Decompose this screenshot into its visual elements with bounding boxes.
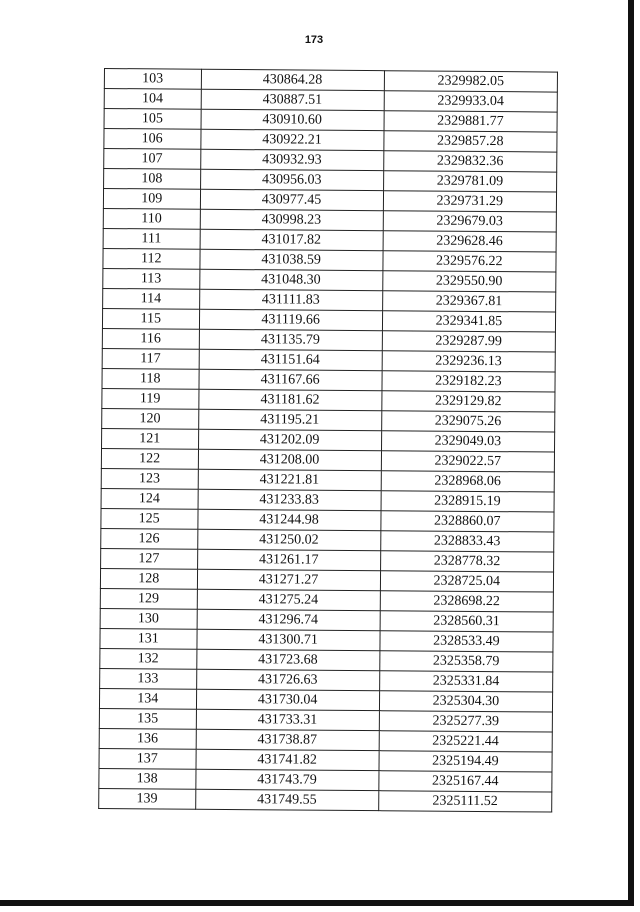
point-id-cell: 128	[100, 568, 197, 589]
y-coordinate-cell: 2329933.04	[384, 91, 557, 112]
x-coordinate-cell: 431038.59	[199, 249, 382, 270]
y-coordinate-cell: 2329236.13	[382, 351, 555, 372]
coordinates-table	[98, 68, 558, 813]
point-id-cell: 117	[102, 348, 199, 369]
point-id-cell: 104	[104, 89, 201, 110]
y-coordinate-cell: 2328860.07	[381, 511, 554, 532]
x-coordinate-cell: 431119.66	[199, 309, 382, 330]
x-coordinate-cell: 431271.27	[197, 569, 380, 590]
point-id-cell: 110	[103, 208, 200, 229]
point-id-cell: 122	[101, 448, 198, 469]
x-coordinate-cell: 431738.87	[196, 729, 379, 750]
point-id-cell: 119	[102, 388, 199, 409]
y-coordinate-cell: 2328560.31	[380, 611, 553, 632]
y-coordinate-cell: 2328725.04	[380, 571, 553, 592]
point-id-cell: 134	[99, 688, 196, 709]
point-id-cell: 124	[101, 488, 198, 509]
y-coordinate-cell: 2329881.77	[384, 111, 557, 132]
point-id-cell: 139	[99, 788, 196, 809]
y-coordinate-cell: 2329982.05	[384, 71, 557, 92]
point-id-cell: 126	[101, 528, 198, 549]
point-id-cell: 106	[104, 129, 201, 150]
point-id-cell: 133	[100, 668, 197, 689]
x-coordinate-cell: 431181.62	[198, 389, 381, 410]
y-coordinate-cell: 2329022.57	[381, 451, 554, 472]
point-id-cell: 136	[99, 728, 196, 749]
y-coordinate-cell: 2325111.52	[378, 791, 551, 812]
y-coordinate-cell: 2325221.44	[379, 731, 552, 752]
x-coordinate-cell: 431202.09	[198, 429, 381, 450]
y-coordinate-cell: 2328968.06	[381, 471, 554, 492]
y-coordinate-cell: 2328698.22	[380, 591, 553, 612]
y-coordinate-cell: 2328778.32	[380, 551, 553, 572]
y-coordinate-cell: 2329341.85	[382, 311, 555, 332]
y-coordinate-cell: 2329576.22	[383, 251, 556, 272]
x-coordinate-cell: 431275.24	[197, 589, 380, 610]
x-coordinate-cell: 431208.00	[198, 449, 381, 470]
x-coordinate-cell: 431296.74	[197, 609, 380, 630]
y-coordinate-cell: 2325277.39	[379, 711, 552, 732]
x-coordinate-cell: 431300.71	[196, 629, 379, 650]
y-coordinate-cell: 2329287.99	[382, 331, 555, 352]
y-coordinate-cell: 2329182.23	[382, 371, 555, 392]
coordinates-table-body	[99, 69, 558, 813]
point-id-cell: 109	[103, 189, 200, 210]
x-coordinate-cell: 431167.66	[198, 369, 381, 390]
point-id-cell: 125	[101, 508, 198, 529]
point-id-cell: 103	[104, 69, 201, 90]
x-coordinate-cell: 431723.68	[196, 649, 379, 670]
y-coordinate-cell: 2329781.09	[383, 171, 556, 192]
x-coordinate-cell: 431730.04	[196, 689, 379, 710]
point-id-cell: 129	[100, 588, 197, 609]
x-coordinate-cell: 430922.21	[200, 129, 383, 150]
x-coordinate-cell: 431733.31	[196, 709, 379, 730]
y-coordinate-cell: 2329832.36	[383, 151, 556, 172]
y-coordinate-cell: 2329129.82	[382, 391, 555, 412]
x-coordinate-cell: 431749.55	[195, 789, 378, 810]
y-coordinate-cell: 2329075.26	[381, 411, 554, 432]
point-id-cell: 127	[101, 548, 198, 569]
y-coordinate-cell: 2328533.49	[380, 631, 553, 652]
x-coordinate-cell: 431250.02	[197, 529, 380, 550]
x-coordinate-cell: 430910.60	[201, 109, 384, 130]
y-coordinate-cell: 2325304.30	[379, 691, 552, 712]
x-coordinate-cell: 431111.83	[199, 289, 382, 310]
point-id-cell: 114	[103, 288, 200, 309]
point-id-cell: 118	[102, 368, 199, 389]
x-coordinate-cell: 430932.93	[200, 149, 383, 170]
point-id-cell: 115	[102, 308, 199, 329]
y-coordinate-cell: 2325194.49	[379, 751, 552, 772]
x-coordinate-cell: 431135.79	[199, 329, 382, 350]
x-coordinate-cell: 431151.64	[199, 349, 382, 370]
x-coordinate-cell: 430887.51	[201, 89, 384, 110]
point-id-cell: 121	[102, 428, 199, 449]
point-id-cell: 105	[104, 109, 201, 130]
point-id-cell: 131	[100, 628, 197, 649]
y-coordinate-cell: 2328915.19	[381, 491, 554, 512]
x-coordinate-cell: 430977.45	[200, 189, 383, 210]
x-coordinate-cell: 431244.98	[197, 509, 380, 530]
point-id-cell: 112	[103, 248, 200, 269]
y-coordinate-cell: 2329367.81	[382, 291, 555, 312]
point-id-cell: 138	[99, 768, 196, 789]
point-id-cell: 132	[100, 648, 197, 669]
x-coordinate-cell: 431233.83	[198, 489, 381, 510]
y-coordinate-cell: 2325358.79	[379, 651, 552, 672]
y-coordinate-cell: 2329731.29	[383, 191, 556, 212]
x-coordinate-cell: 431726.63	[196, 669, 379, 690]
point-id-cell: 120	[102, 408, 199, 429]
x-coordinate-cell: 430998.23	[200, 209, 383, 230]
x-coordinate-cell: 431221.81	[198, 469, 381, 490]
y-coordinate-cell: 2328833.43	[380, 531, 553, 552]
point-id-cell: 116	[102, 328, 199, 349]
x-coordinate-cell: 431261.17	[197, 549, 380, 570]
y-coordinate-cell: 2329857.28	[384, 131, 557, 152]
point-id-cell: 123	[101, 468, 198, 489]
page-number: 173	[304, 34, 324, 46]
point-id-cell: 108	[104, 169, 201, 190]
x-coordinate-cell: 431017.82	[200, 229, 383, 250]
y-coordinate-cell: 2325167.44	[379, 771, 552, 792]
y-coordinate-cell: 2329628.46	[383, 231, 556, 252]
x-coordinate-cell: 430956.03	[200, 169, 383, 190]
point-id-cell: 113	[103, 268, 200, 289]
x-coordinate-cell: 431195.21	[198, 409, 381, 430]
x-coordinate-cell: 430864.28	[201, 69, 384, 90]
point-id-cell: 137	[99, 748, 196, 769]
y-coordinate-cell: 2329550.90	[382, 271, 555, 292]
x-coordinate-cell: 431743.79	[195, 769, 378, 790]
y-coordinate-cell: 2325331.84	[379, 671, 552, 692]
point-id-cell: 107	[104, 149, 201, 170]
table-row	[99, 788, 552, 812]
point-id-cell: 111	[103, 228, 200, 249]
point-id-cell: 130	[100, 608, 197, 629]
y-coordinate-cell: 2329679.03	[383, 211, 556, 232]
x-coordinate-cell: 431048.30	[199, 269, 382, 290]
y-coordinate-cell: 2329049.03	[381, 431, 554, 452]
point-id-cell: 135	[99, 708, 196, 729]
x-coordinate-cell: 431741.82	[195, 749, 378, 770]
